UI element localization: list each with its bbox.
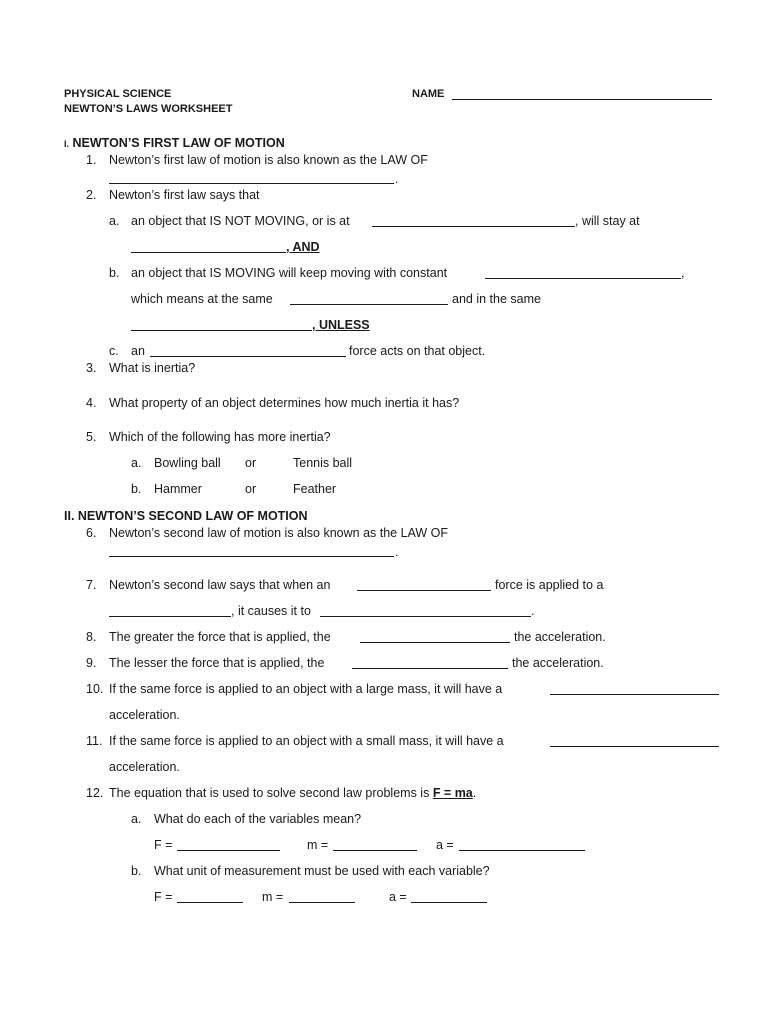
q1-text: Newton’s first law of motion is also known as the LAW OF	[109, 153, 428, 167]
q7-line2-mid: , it causes it to	[231, 604, 311, 618]
q9-number: 9.	[86, 656, 97, 670]
q2b-blank-3[interactable]	[131, 319, 312, 331]
q12b-a-blank[interactable]	[411, 891, 487, 903]
name-label: NAME	[412, 88, 445, 100]
q10-number: 10.	[86, 682, 104, 696]
q7-number: 7.	[86, 578, 97, 592]
worksheet-title: NEWTON’S LAWS WORKSHEET	[64, 103, 233, 115]
section-2-heading: II. NEWTON’S SECOND LAW OF MOTION	[64, 509, 308, 523]
q12-text: The equation that is used to solve second law problems is F = ma.	[109, 786, 477, 800]
name-blank[interactable]	[452, 88, 712, 100]
q2b-unless: , UNLESS	[312, 318, 370, 332]
q5-text: Which of the following has more inertia?	[109, 430, 331, 444]
q12a-m-blank[interactable]	[333, 839, 417, 851]
q1-period: .	[395, 172, 399, 186]
q2a-and: , AND	[286, 240, 320, 254]
q2c-letter: c.	[109, 344, 119, 358]
q12b-m-blank[interactable]	[289, 891, 355, 903]
q2b-line2-post: and in the same	[452, 292, 541, 306]
q2b-line2-pre: which means at the same	[131, 292, 273, 306]
section-1-heading: I. NEWTON’S FIRST LAW OF MOTION	[64, 136, 285, 150]
q6-number: 6.	[86, 526, 97, 540]
q2c-text-pre: an	[131, 344, 145, 358]
q10-text-pre: If the same force is applied to an object with a large mass, it will have a	[109, 682, 503, 696]
q6-text: Newton’s second law of motion is also known as the LAW OF	[109, 526, 449, 540]
q5a-option-left: Bowling ball	[154, 456, 221, 470]
q12a-letter: a.	[131, 812, 142, 826]
q12b-f-blank[interactable]	[177, 891, 243, 903]
q2a-text-post: , will stay at	[575, 214, 640, 228]
q12a-a-label: a =	[436, 838, 454, 852]
q5-number: 5.	[86, 430, 97, 444]
q12b-letter: b.	[131, 864, 142, 878]
q7-text-pre: Newton’s second law says that when an	[109, 578, 331, 592]
q5b-letter: b.	[131, 482, 142, 496]
q11-text-pre: If the same force is applied to an object with a small mass, it will have a	[109, 734, 504, 748]
q1-blank[interactable]	[109, 172, 394, 184]
q3-number: 3.	[86, 361, 97, 375]
q2a-blank-2[interactable]	[131, 241, 286, 253]
q8-text-post: the acceleration.	[514, 630, 606, 644]
q7-blank-3[interactable]	[320, 605, 531, 617]
q12a-m-label: m =	[307, 838, 329, 852]
q2b-text-pre: an object that IS MOVING will keep moving with constant	[131, 266, 448, 280]
q8-number: 8.	[86, 630, 97, 644]
q2c-blank[interactable]	[150, 345, 346, 357]
q10-blank[interactable]	[550, 683, 719, 695]
q12b-m-label: m =	[262, 890, 284, 904]
q10-line2: acceleration.	[109, 708, 180, 722]
q3-text: What is inertia?	[109, 361, 196, 375]
q11-blank[interactable]	[550, 735, 719, 747]
q2a-text-pre: an object that IS NOT MOVING, or is at	[131, 214, 350, 228]
q5b-option-left: Hammer	[154, 482, 202, 496]
q7-blank-1[interactable]	[357, 579, 491, 591]
q12b-a-label: a =	[389, 890, 407, 904]
q9-blank[interactable]	[352, 657, 508, 669]
q2a-blank-1[interactable]	[372, 215, 575, 227]
q12a-f-blank[interactable]	[177, 839, 280, 851]
q2b-comma: ,	[681, 266, 685, 280]
q6-period: .	[395, 545, 399, 559]
q2b-letter: b.	[109, 266, 120, 280]
q5b-or: or	[245, 482, 257, 496]
q5a-letter: a.	[131, 456, 142, 470]
q9-text-post: the acceleration.	[512, 656, 604, 670]
q5a-option-right: Tennis ball	[293, 456, 353, 470]
q7-blank-2[interactable]	[109, 605, 231, 617]
q12b-f-label: F =	[154, 890, 173, 904]
q11-number: 11.	[86, 734, 103, 748]
q12-formula: F = ma	[432, 786, 473, 800]
q2-text: Newton’s first law says that	[109, 188, 260, 202]
q12b-text: What unit of measurement must be used with each variable?	[154, 864, 490, 878]
q2-number: 2.	[86, 188, 97, 202]
q7-text-post: force is applied to a	[495, 578, 604, 592]
q12a-a-blank[interactable]	[459, 839, 585, 851]
q2c-text-post: force acts on that object.	[349, 344, 486, 358]
q4-text: What property of an object determines how much inertia it has?	[109, 396, 460, 410]
q12-number: 12.	[86, 786, 104, 800]
q5b-option-right: Feather	[293, 482, 337, 496]
q12a-text: What do each of the variables mean?	[154, 812, 362, 826]
q2b-blank-1[interactable]	[485, 267, 681, 279]
q6-blank[interactable]	[109, 545, 394, 557]
q7-period: .	[531, 604, 535, 618]
q8-text-pre: The greater the force that is applied, the	[109, 630, 331, 644]
q12a-f-label: F =	[154, 838, 173, 852]
q4-number: 4.	[86, 396, 97, 410]
q5a-or: or	[245, 456, 257, 470]
q8-blank[interactable]	[360, 631, 510, 643]
q9-text-pre: The lesser the force that is applied, the	[109, 656, 325, 670]
q2b-blank-2[interactable]	[290, 293, 448, 305]
q2a-letter: a.	[109, 214, 120, 228]
q11-line2: acceleration.	[109, 760, 180, 774]
q1-number: 1.	[86, 153, 97, 167]
course-title: PHYSICAL SCIENCE	[64, 88, 172, 100]
